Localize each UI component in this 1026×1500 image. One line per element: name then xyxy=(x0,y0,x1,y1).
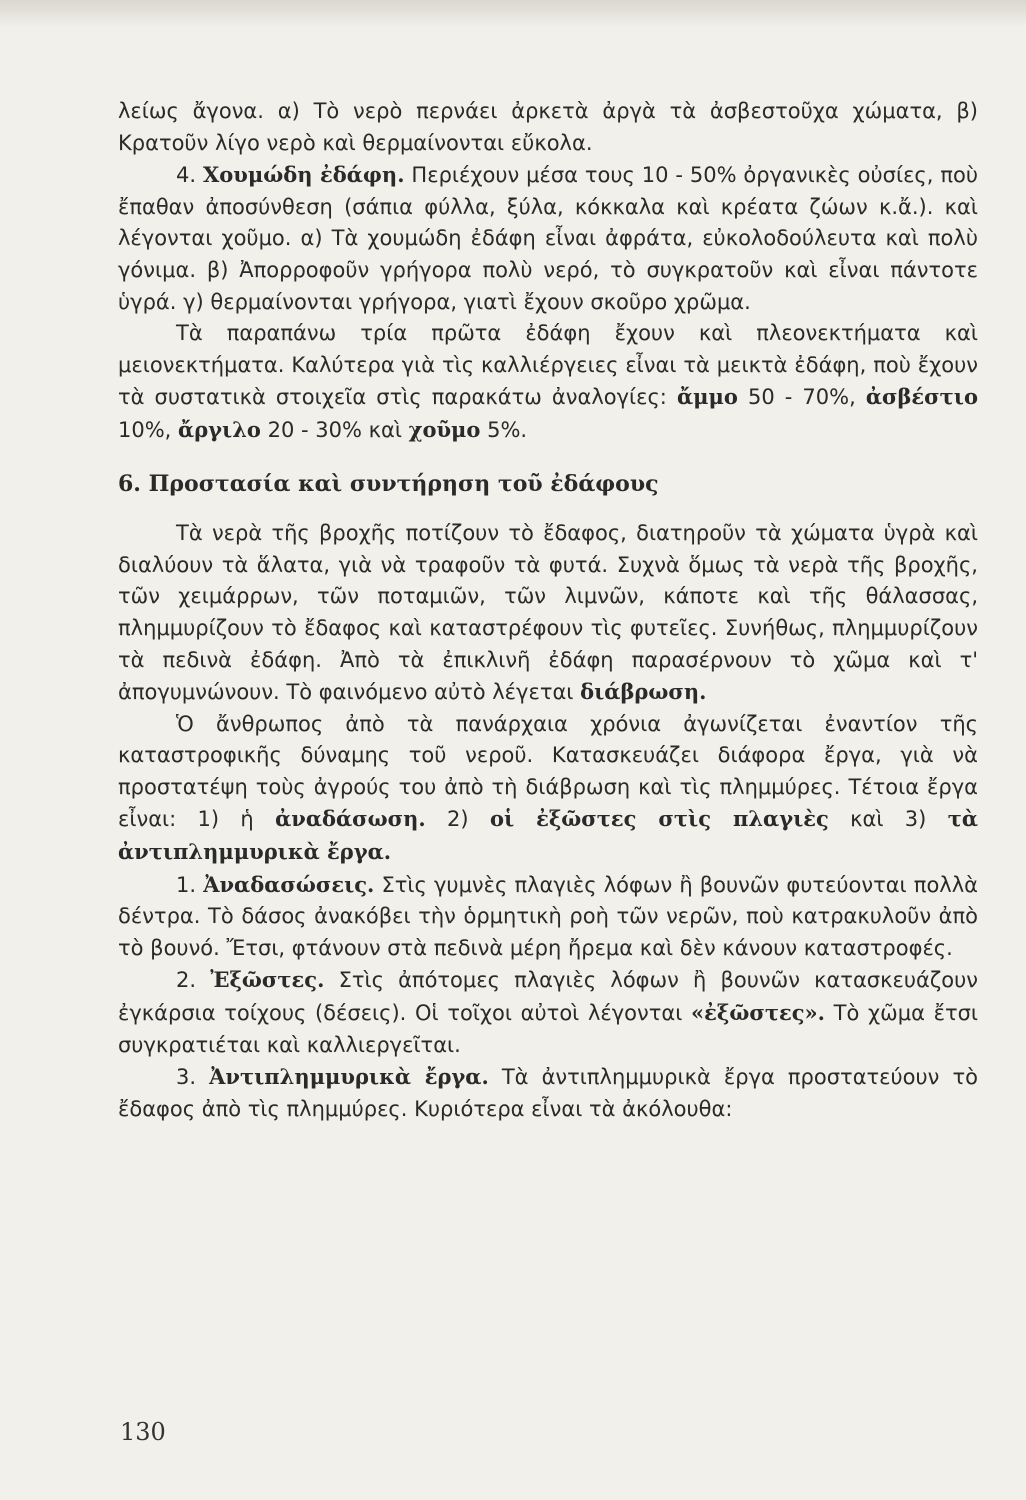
term-reforestations: Ἀναδασώσεις. xyxy=(203,871,375,897)
page-number: 130 xyxy=(120,1418,166,1446)
term-clay: ἄργιλο xyxy=(178,416,261,442)
term-terraces: Ἐξῶστες. xyxy=(210,967,325,993)
term-terraces-quoted: «ἐξῶστες». xyxy=(691,1000,825,1026)
term-anti-flood-works: Ἀντιπλημμυρικὰ ἔργα. xyxy=(209,1064,489,1090)
term-reforestation: ἀναδάσωση. xyxy=(275,806,426,832)
paragraph-calcareous-end: λείως ἄγονα. α) Τὸ νερὸ περνάει ἀρκετὰ ἀργὰ τὰ ἀσβεστοῦχα χώματα, β) Κρατοῦν λίγο νερὸ καὶ θερμαίνονται εὔκολα. xyxy=(118,99,978,155)
term-sand: ἄμμο xyxy=(676,384,738,410)
term-humus: χοῦμο xyxy=(408,416,481,442)
paragraph-flood-works: 3. Ἀντιπλημμυρικὰ ἔργα. Τὰ ἀντιπλημμυρικὰ ἔργα προστατεύουν τὸ ἔδαφος ἀπὸ τὶς πλημμύρες. Κυριότερα εἶναι τὰ ἀκόλουθα: xyxy=(118,1064,978,1121)
section-heading: 6. Προστασία καὶ συντήρηση τοῦ ἐδάφους xyxy=(118,470,659,497)
term-lime: ἀσβέστιο xyxy=(865,384,978,410)
paragraph-humus-soils: 4. Χουμώδη ἐδάφη. Περιέχουν μέσα τους 10 - 50% ὀργανικὲς οὐσίες, ποὺ ἔπαθαν ἀποσύνθεση (σάπια φύλλα, ξύλα, κόκκαλα καὶ κρέατα ζώων κ.ἄ.). καὶ λέγονται χοῦμο. α) Τὰ χουμώδη ἐδάφη εἶναι ἀφράτα, εὐκολοδούλευτα καὶ πολὺ γόνιμα. β) Ἀπορροφοῦν γρήγορα πολὺ νερό, τὸ συγκρατοῦν καὶ εἶναι πάντοτε ὑγρά. γ) θερμαίνονται γρήγορα, γιατὶ ἔχουν σκοῦρο χρῶμα. xyxy=(118,162,978,314)
term-erosion: διάβρωση. xyxy=(580,679,707,705)
term-flood-works: τὰ ἀντιπλημμυρικὰ ἔργα. xyxy=(118,806,978,865)
page-top-edge xyxy=(0,0,1026,28)
term-humus-soils: Χουμώδη ἐδάφη. xyxy=(202,162,405,188)
paragraph-reforestations: 1. Ἀναδασώσεις. Στὶς γυμνὲς πλαγιὲς λόφων ἢ βουνῶν φυτεύονται πολλὰ δέντρα. Τὸ δάσος ἀνακόβει τὴν ὁρμητικὴ ροὴ τῶν νερῶν, ποὺ κατρακυλοῦν ἀπὸ τὸ βουνό. Ἔτσι, φτάνουν στὰ πεδινὰ μέρη ἤρεμα καὶ δὲν κάνουν καταστροφές. xyxy=(118,871,978,960)
paragraph-mixed-soils: Τὰ παραπάνω τρία πρῶτα ἐδάφη ἔχουν καὶ πλεονεκτήματα καὶ μειονεκτήματα. Καλύτερα γιὰ τὶς καλλιέργειες εἶναι τὰ μεικτὰ ἐδάφη, ποὺ ἔχουν τὰ συστατικὰ στοιχεῖα στὶς παρακάτω ἀναλογίες: ἄμμο 50 - 70%, ἀσβέστιο 10%, ἄργιλο 20 - 30% καὶ χοῦμο 5%. xyxy=(118,321,978,442)
paragraph-erosion: Τὰ νερὰ τῆς βροχῆς ποτίζουν τὸ ἔδαφος, διατηροῦν τὰ χώματα ὑγρὰ καὶ διαλύουν τὰ ἅλατα, γιὰ νὰ τραφοῦν τὰ φυτά. Συχνὰ ὅμως τὰ νερὰ τῆς βροχῆς, τῶν χειμάρρων, τῶν ποταμιῶν, τῶν λιμνῶν, κάποτε καὶ τῆς θάλασσας, πλημμυρίζουν τὸ ἔδαφος καὶ καταστρέφουν τὶς φυτεῖες. Συνήθως, πλημμυρίζουν τὰ πεδινὰ ἐδάφη. Ἀπὸ τὰ ἐπικλινῆ ἐδάφη παρασέρνουν τὸ χῶμα καὶ τ' ἀπογυμνώνουν. Τὸ φαινόμενο αὐτὸ λέγεται διάβρωση. xyxy=(118,521,978,705)
paragraph-terraces: 2. Ἐξῶστες. Στὶς ἀπότομες πλαγιὲς λόφων ἢ βουνῶν κατασκευάζουν ἐγκάρσια τοίχους (δέσεις). Οἱ τοῖχοι αὐτοὶ λέγονται «ἐξῶστες». Τὸ χῶμα ἔτσι συγκρατιέται καὶ καλλιεργεῖται. xyxy=(118,967,978,1057)
term-terraces-on-slopes: οἱ ἐξῶστες στὶς πλαγιὲς xyxy=(489,806,829,832)
page-body xyxy=(118,96,978,1125)
paragraph-protection-works: Ὁ ἄνθρωπος ἀπὸ τὰ πανάρχαια χρόνια ἀγωνίζεται ἐναντίον τῆς καταστροφικῆς δύναμης τοῦ νεροῦ. Κατασκευάζει διάφορα ἔργα, γιὰ νὰ προστατέψη τοὺς ἀγρούς του ἀπὸ τὴ διάβρωση καὶ τὶς πλημμύρες. Τέτοια ἔργα εἶναι: 1) ἡ ἀναδάσωση. 2) οἱ ἐξῶστες στὶς πλαγιὲς καὶ 3) τὰ ἀντιπλημμυρικὰ ἔργα. xyxy=(118,711,978,865)
